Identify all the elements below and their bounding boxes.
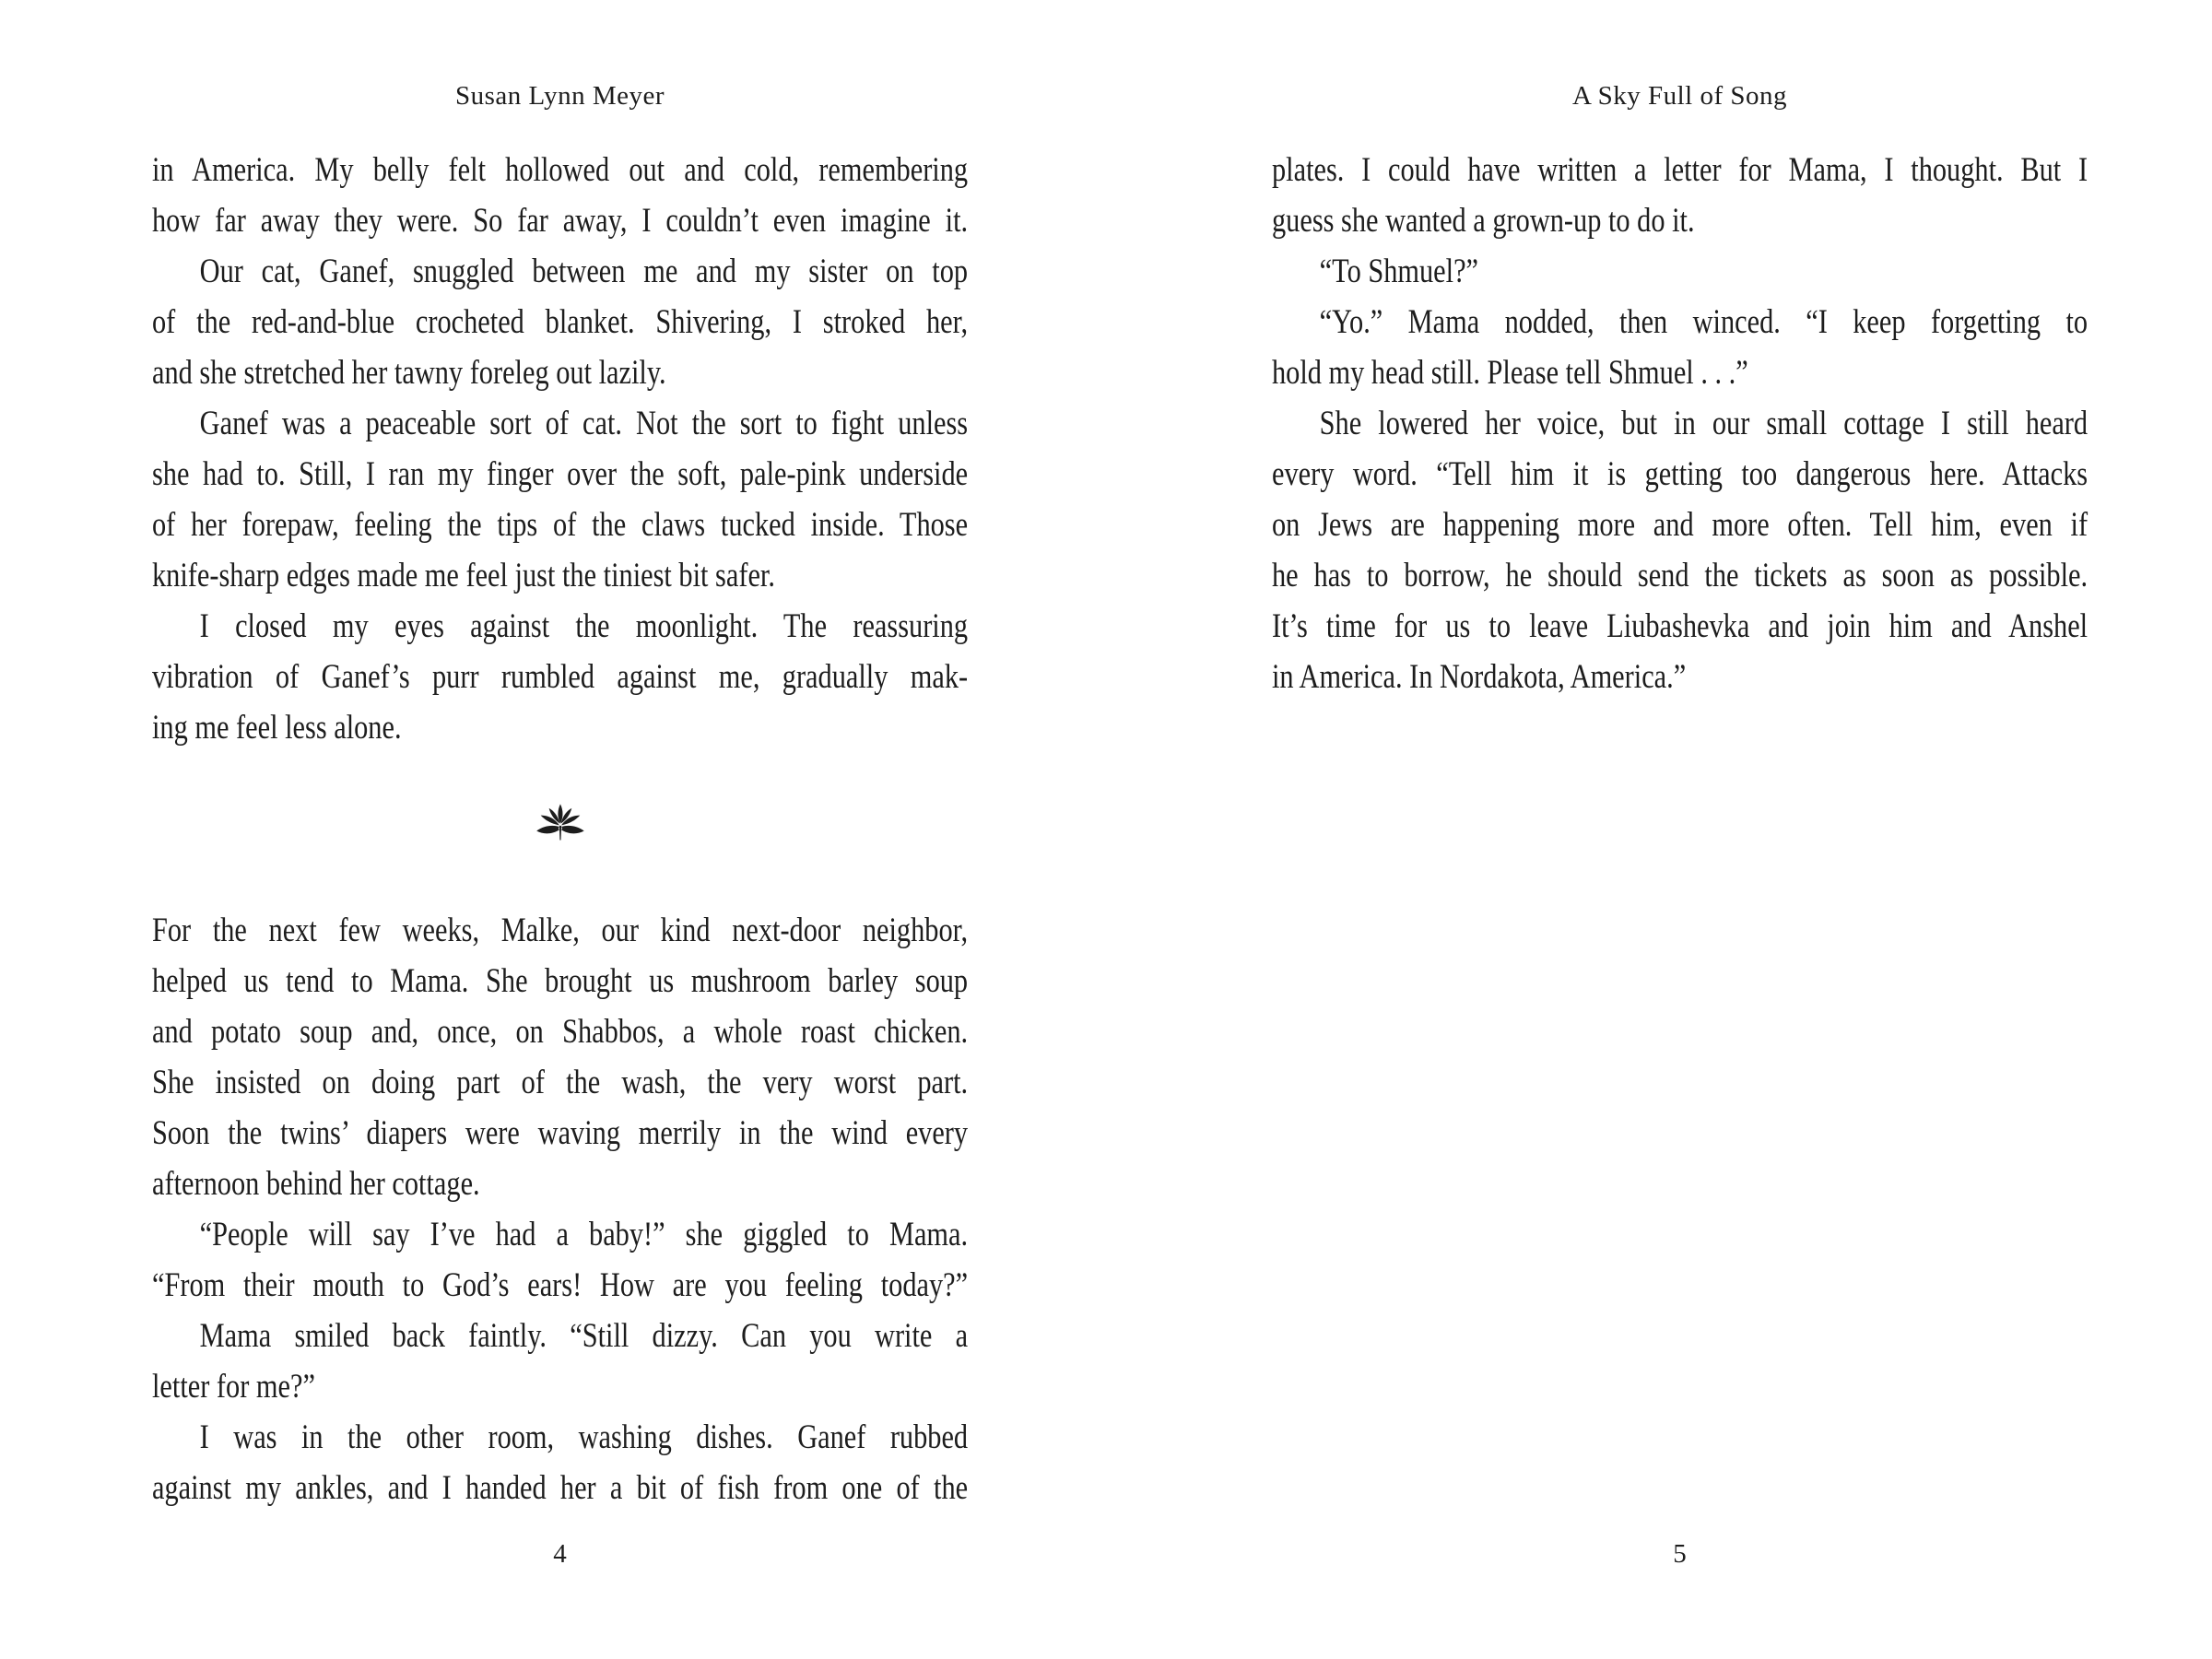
running-head-right: A Sky Full of Song xyxy=(1572,81,1787,111)
text-line: he has to borrow, he should send the tickets as soon as possible. xyxy=(1272,557,2088,594)
text-line: of her forepaw, feeling the tips of the claws tucked inside. Those xyxy=(152,506,969,544)
text-line: on Jews are happening more and more often. Tell him, even if xyxy=(1272,506,2088,544)
flower-fleuron-icon xyxy=(535,803,586,855)
text-line: and she stretched her tawny foreleg out lazily. xyxy=(152,354,666,392)
text-line: ing me feel less alone. xyxy=(152,709,402,747)
text-line: Mama smiled back faintly. “Still dizzy. Can you write a xyxy=(199,1317,969,1355)
text-line: every word. “Tell him it is getting too dangerous here. Attacks xyxy=(1272,455,2088,493)
text-line: plates. I could have written a letter for Mama, I thought. But I xyxy=(1272,151,2088,189)
text-line: she had to. Still, I ran my finger over the soft, pale-pink underside xyxy=(152,455,969,493)
text-line: in America. My belly felt hollowed out and cold, remembering xyxy=(152,151,969,189)
text-line: Ganef was a peaceable sort of cat. Not the sort to fight unless xyxy=(199,405,969,442)
text-line: I closed my eyes against the moonlight. The reassuring xyxy=(199,607,969,645)
text-line: She insisted on doing part of the wash, the very worst part. xyxy=(152,1064,969,1101)
text-line: It’s time for us to leave Liubashevka and join him and Anshel xyxy=(1272,607,2088,645)
left-page-text-column xyxy=(152,145,968,1513)
text-line: Soon the twins’ diapers were waving merrily in the wind every xyxy=(152,1114,969,1152)
text-line: letter for me?” xyxy=(152,1368,315,1406)
text-line: knife-sharp edges made me feel just the tiniest bit safer. xyxy=(152,557,775,594)
text-line: She lowered her voice, but in our small cottage I still heard xyxy=(1319,405,2088,442)
text-line: For the next few weeks, Malke, our kind next-door neighbor, xyxy=(152,912,969,949)
text-line: Our cat, Ganef, snuggled between me and my sister on top xyxy=(199,253,969,290)
text-line: helped us tend to Mama. She brought us mushroom barley soup xyxy=(152,962,969,1000)
section-break xyxy=(152,753,968,905)
text-line: of the red-and-blue crocheted blanket. Shivering, I stroked her, xyxy=(152,303,969,341)
text-line: how far away they were. So far away, I couldn’t even imagine it. xyxy=(152,202,969,240)
text-line: hold my head still. Please tell Shmuel . . .” xyxy=(1272,354,1748,392)
text-line: “To Shmuel?” xyxy=(1319,253,1479,290)
text-line: I was in the other room, washing dishes. Ganef rubbed xyxy=(199,1418,969,1456)
text-line: “Yo.” Mama nodded, then winced. “I keep forgetting to xyxy=(1319,303,2088,341)
text-line: and potato soup and, once, on Shabbos, a whole roast chicken. xyxy=(152,1013,969,1051)
right-page-text-column xyxy=(1272,145,2088,702)
text-line: against my ankles, and I handed her a bit of fish from one of the xyxy=(152,1469,969,1507)
page-number-right: 5 xyxy=(1673,1539,1687,1569)
text-line: vibration of Ganef’s purr rumbled against me, gradually mak- xyxy=(152,658,969,696)
text-line: “From their mouth to God’s ears! How are you feeling today?” xyxy=(152,1266,969,1304)
text-line: afternoon behind her cottage. xyxy=(152,1165,480,1203)
page-number-left: 4 xyxy=(553,1539,567,1569)
text-line: guess she wanted a grown-up to do it. xyxy=(1272,202,1695,240)
text-line: “People will say I’ve had a baby!” she giggled to Mama. xyxy=(199,1216,969,1253)
running-head-left: Susan Lynn Meyer xyxy=(454,81,665,111)
text-line: in America. In Nordakota, America.” xyxy=(1272,658,1687,696)
